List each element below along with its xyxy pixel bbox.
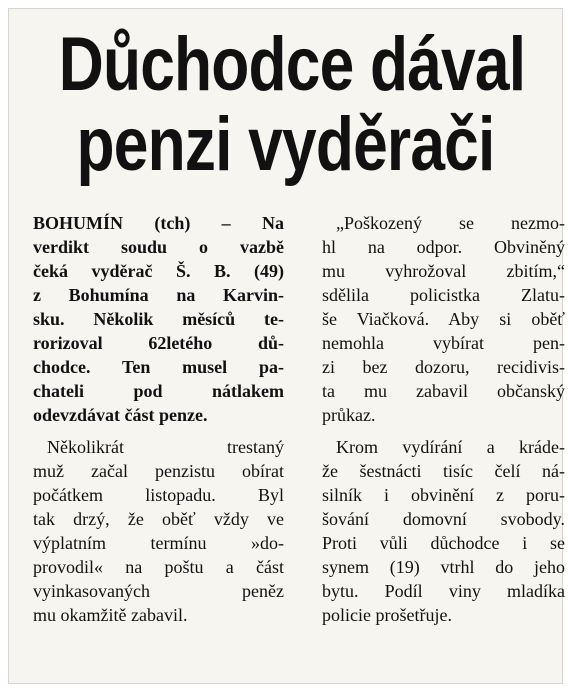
body-line: tak drzý, že oběť vždy ve [33, 509, 284, 529]
quote-paragraph [322, 211, 565, 427]
lead-paragraph [33, 211, 284, 427]
body-line: „Poškozený se nezmo- [336, 213, 565, 233]
paragraph-gap [322, 427, 565, 435]
body-line: Několikrát trestaný [47, 437, 284, 457]
body-line: ta mu zabavil občanský [322, 381, 565, 401]
lead-line: z Bohumína na Karvin- [33, 285, 284, 305]
lead-line: verdikt soudu o vazbě [33, 237, 284, 257]
lead-line: sku. Několik měsíců te- [33, 309, 284, 329]
left-column [33, 211, 284, 627]
headline-line-2: penzi vyděrači [76, 102, 495, 187]
body-line: šování domovní svobody. [322, 509, 565, 529]
body-line: Proti vůli důchodce i se [322, 533, 565, 553]
body-line: že šestnácti tisíc čelí ná- [322, 461, 565, 481]
lead-line: chateli pod nátlakem [33, 381, 284, 401]
lead-line: rorizoval 62letého dů- [33, 333, 284, 353]
body-line: zi bez dozoru, recidivis- [322, 357, 565, 377]
body-line: mu vyhrožoval zbitím,“ [322, 261, 565, 281]
body-line: provodil« na poštu a část [33, 557, 284, 577]
body-line: mu okamžitě zabavil. [33, 605, 188, 625]
body-paragraph [322, 435, 565, 627]
body-line: výplatním termínu »do- [33, 533, 284, 553]
body-line: še Viačková. Aby si oběť [322, 309, 565, 329]
body-paragraph [33, 435, 284, 627]
body-line: muž začal penzistu obírat [33, 461, 284, 481]
lead-line: čeká vyděrač Š. B. (49) [33, 261, 284, 281]
lead-line: BOHUMÍN (tch) – Na [33, 213, 284, 233]
body-line: sdělila policistka Zlatu- [322, 285, 565, 305]
body-line: synem (19) vtrhl do jeho [322, 557, 565, 577]
paragraph-gap [33, 427, 284, 435]
body-line: hl na odpor. Obviněný [322, 237, 565, 257]
newspaper-clipping [8, 8, 563, 684]
lead-line: chodce. Ten musel pa- [33, 357, 284, 377]
body-line: počátkem listopadu. Byl [33, 485, 284, 505]
lead-line: odevzdávat část penze. [33, 405, 208, 425]
body-line: nemohla vybírat pen- [322, 333, 565, 353]
body-line: silník i obvinění z poru- [322, 485, 565, 505]
body-line: policie prošetřuje. [322, 605, 452, 625]
body-line: vyinkasovaných peněz [33, 581, 284, 601]
headline-line-1: Důchodce dával [58, 22, 526, 107]
body-line: bytu. Podíl viny mladíka [322, 581, 565, 601]
right-column [322, 211, 565, 627]
body-line: průkaz. [322, 405, 376, 425]
body-line: Krom vydírání a kráde- [336, 437, 565, 457]
